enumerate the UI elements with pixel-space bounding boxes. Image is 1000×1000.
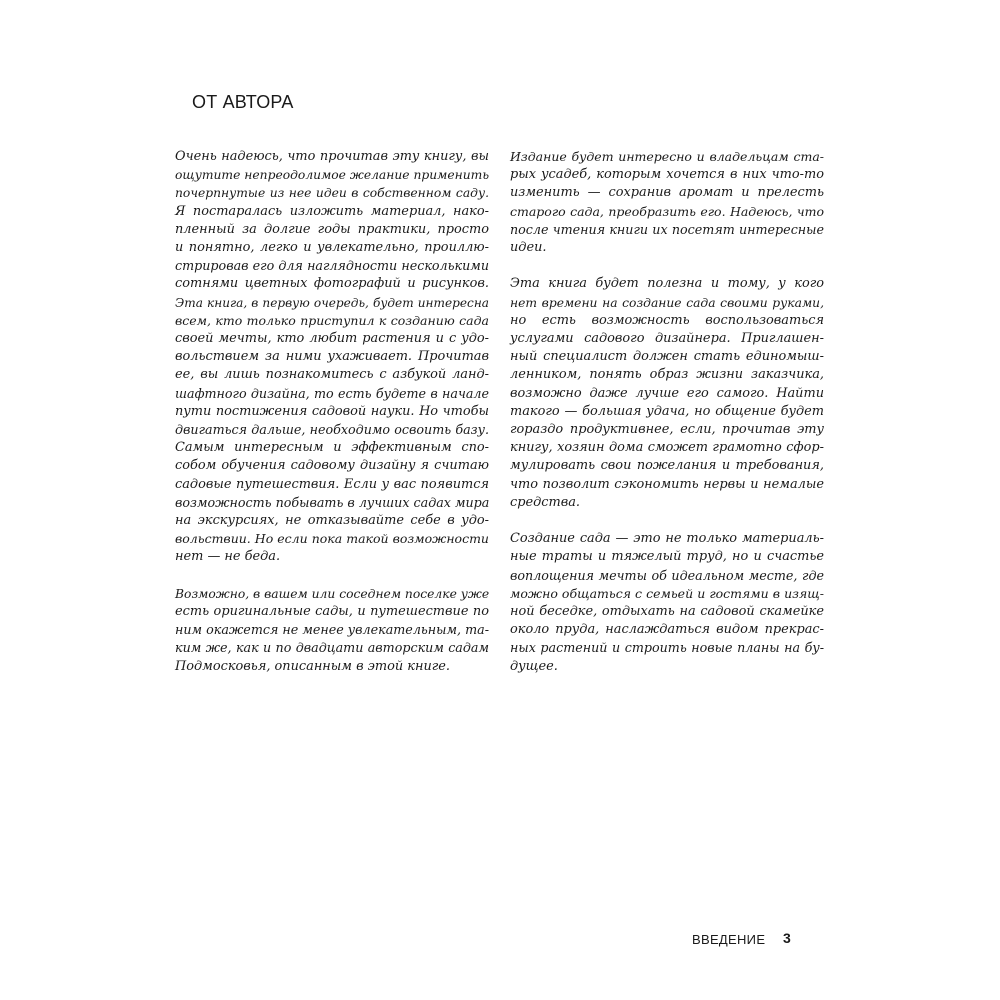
text-line: мулировать свои пожелания и требования, (510, 458, 824, 474)
text-line: дущее. (510, 658, 558, 674)
text-line: Эта книга будет полезна и тому, у кого (510, 276, 824, 292)
text-line: ее, вы лишь познакомитесь с азбукой ланд- (175, 367, 489, 383)
paragraph-gap (175, 567, 489, 585)
text-line: двигаться дальше, необходимо освоить базу. (175, 422, 489, 438)
text-line: средства. (510, 494, 580, 510)
text-line: Самым интересным и эффективным спо- (175, 440, 489, 456)
text-line: и понятно, легко и увлекательно, проиллю- (175, 240, 489, 256)
text-line: ной беседке, отдыхать на садовой скамейке (510, 604, 824, 620)
text-line: возможность побывать в лучших садах мира (175, 494, 490, 510)
text-line: изменить — сохранив аромат и прелесть (510, 185, 824, 201)
text-line: шафтного дизайна, то есть будете в начале (175, 385, 489, 401)
text-line: ленником, понять образ жизни заказчика, (510, 367, 824, 383)
text-line: услугами садового дизайнера. Приглашен- (510, 331, 824, 347)
text-line: ный специалист должен стать единомыш- (510, 349, 824, 365)
text-line: старого сада, преобразить его. Надеюсь, что (510, 203, 824, 219)
text-line: ные траты и тяжелый труд, но и счастье (510, 549, 824, 565)
text-line: стрировав его для наглядности несколькими (175, 258, 489, 274)
text-line: пути постижения садовой науки. Но чтобы (175, 403, 489, 419)
text-line: вольствии. Но если пока такой возможности (175, 531, 489, 547)
text-line: рых усадеб, которым хочется в них что-то (510, 167, 824, 183)
text-line: около пруда, наслаждаться видом прекрас- (510, 622, 824, 638)
text-line: пленный за долгие годы практики, просто (175, 221, 489, 237)
text-line: такого — большая удача, но общение будет (510, 403, 824, 419)
text-line: Эта книга, в первую очередь, будет интересна (175, 295, 489, 310)
text-line: книгу, хозяин дома сможет грамотно сфор- (510, 440, 824, 456)
text-line: сотнями цветных фотографий и рисунков. (175, 276, 489, 292)
text-line: нет времени на создание сада своими руками, (510, 295, 824, 310)
text-line: ким же, как и по двадцати авторским садам (175, 640, 489, 656)
text-line: Возможно, в вашем или соседнем поселке уже (175, 586, 490, 601)
right-text-column (510, 148, 824, 676)
paragraph-gap (510, 512, 824, 530)
text-line: нет — не беда. (175, 549, 281, 565)
paragraph (175, 585, 489, 676)
text-line: вольствием за ними ухаживает. Прочитав (175, 349, 489, 365)
paragraph-gap (510, 257, 824, 275)
text-line: всем, кто только приступил к созданию сада (175, 312, 489, 328)
paragraph (510, 148, 824, 257)
text-line: Издание будет интересно и владельцам ста- (510, 149, 824, 164)
page-number: 3 (783, 930, 791, 946)
text-line: что позволит сэкономить нервы и немалые (510, 476, 824, 492)
text-line: возможно даже лучше его самого. Найти (510, 385, 824, 401)
text-line: собом обучения садовому дизайну я считаю (175, 458, 489, 474)
text-line: после чтения книги их посетят интересные (510, 221, 824, 237)
text-line: Я постаралась изложить материал, нако- (175, 203, 489, 219)
text-line: ним окажется не менее увлекательным, та- (175, 622, 489, 638)
text-line: ных растений и строить новые планы на бу- (510, 640, 824, 656)
text-line: Очень надеюсь, что прочитав эту книгу, вы (175, 149, 489, 164)
page-title: ОТ АВТОРА (192, 92, 294, 112)
running-footer-section: ВВЕДЕНИЕ (692, 932, 766, 947)
text-line: но есть возможность воспользоваться (510, 312, 824, 328)
text-line: можно общаться с семьей и гостями в изящ- (510, 585, 824, 601)
text-line: есть оригинальные сады, и путешествие по (175, 604, 489, 620)
text-line: садовые путешествия. Если у вас появится (175, 476, 489, 492)
text-line: идеи. (510, 240, 547, 256)
text-line: на экскурсиях, не отказывайте себе в удо- (175, 513, 489, 529)
text-line: гораздо продуктивнее, если, прочитав эту (510, 422, 824, 438)
text-line: своей мечты, кто любит растения и с удо- (175, 331, 489, 347)
paragraph (510, 530, 824, 676)
text-line: почерпнутые из нее идеи в собственном саду. (175, 186, 489, 201)
paragraph (175, 148, 489, 567)
text-line: ощутите непреодолимое желание применить (175, 168, 490, 183)
text-line: воплощения мечты об идеальном месте, где (510, 567, 824, 583)
left-text-column (175, 148, 489, 676)
text-line: Подмосковья, описанным в этой книге. (175, 658, 451, 674)
paragraph (510, 275, 824, 512)
text-line: Создание сада — это не только материаль- (510, 531, 824, 547)
